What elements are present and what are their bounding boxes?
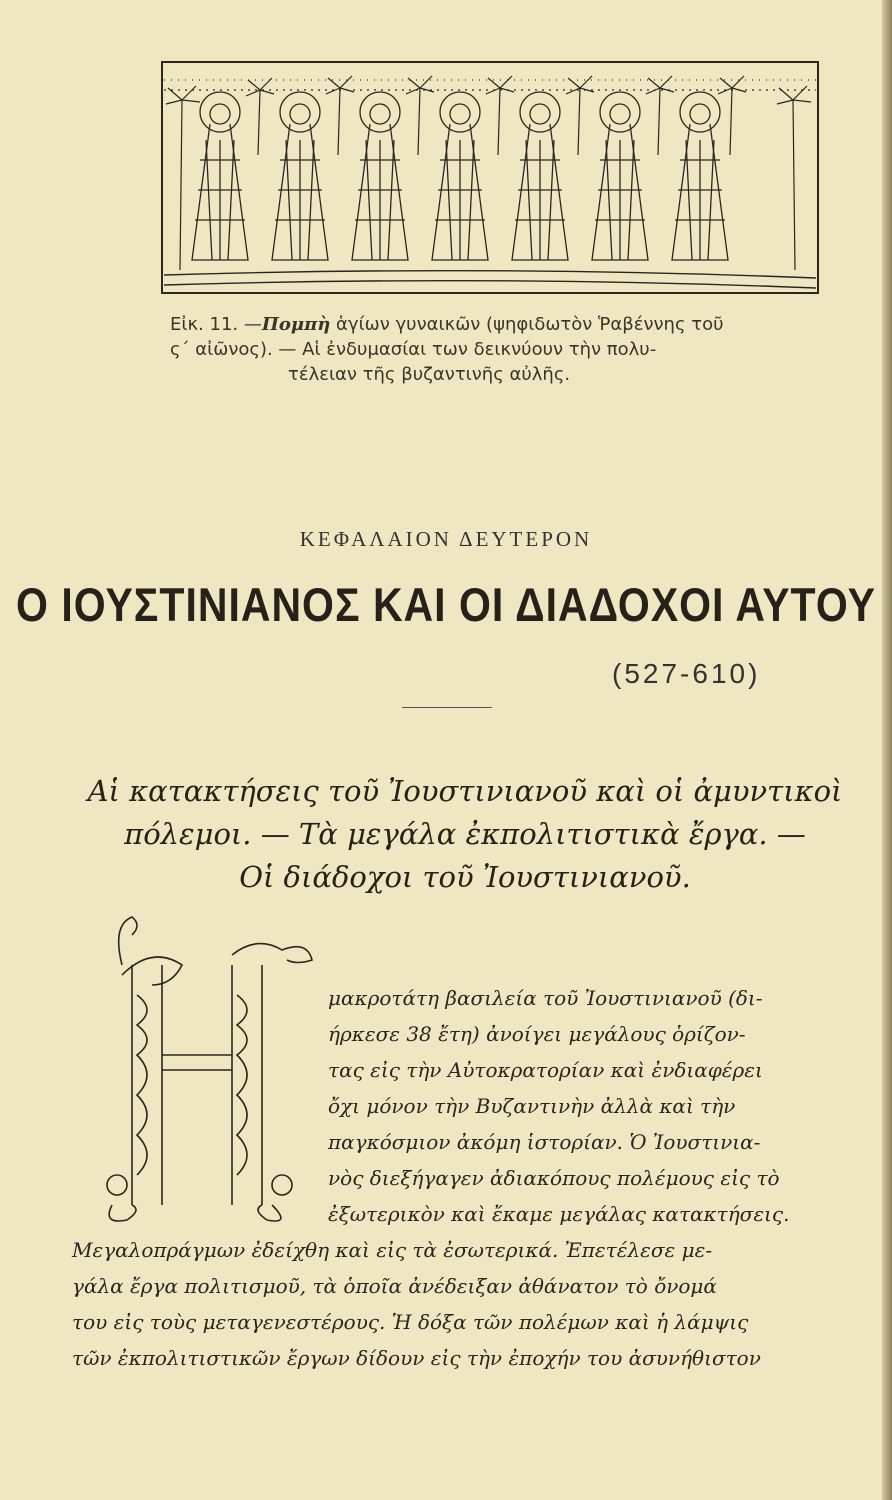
- page-edge: [882, 0, 892, 1500]
- body-line: ἐξωτερικὸν καὶ ἔκαμε μεγάλας κατακτήσεις.: [328, 1202, 790, 1226]
- caption-line3: τέλειαν τῆς βυζαντινῆς αὐλῆς.: [288, 364, 571, 385]
- divider-rule: [402, 707, 492, 708]
- body-line: μακροτάτη βασιλεία τοῦ Ἰουστινιανοῦ (δι-: [328, 986, 763, 1010]
- caption-italic: Πομπὴ: [261, 314, 331, 335]
- body-line: παγκόσμιον ἀκόμη ἱστορίαν. Ὁ Ἰουστινια-: [328, 1130, 761, 1154]
- summary-line: πόλεμοι. — Τὰ μεγάλα ἐκπολιτιστικὰ ἔργα. —: [124, 817, 806, 851]
- caption-line1-rest: ἁγίων γυναικῶν (ψηφιδωτὸν Ῥαβέννης τοῦ: [330, 314, 724, 335]
- body-line: του εἰς τοὺς μεταγενεστέρους. Ἡ δόξα τῶν πολέμων καὶ ἡ λάμψις: [72, 1310, 749, 1334]
- figure-caption: [170, 312, 810, 387]
- caption-prefix: Εἰκ. 11. —: [170, 314, 262, 335]
- summary-line: Οἱ διάδοχοι τοῦ Ἰουστινιανοῦ.: [239, 860, 691, 894]
- body-line: ὄχι μόνον τὴν Βυζαντινὴν ἀλλὰ καὶ τὴν: [328, 1094, 736, 1118]
- chapter-title: Ο ΙΟΥΣΤΙΝΙΑΝΟΣ ΚΑΙ ΟΙ ΔΙΑΔΟΧΟΙ ΑΥΤΟΥ: [16, 578, 876, 632]
- body-line: τας εἰς τὴν Αὐτοκρατορίαν καὶ ἐνδιαφέρει: [328, 1058, 763, 1082]
- chapter-years: (527-610): [612, 658, 761, 689]
- body-line: τῶν ἐκπολιτιστικῶν ἔργων δίδουν εἰς τὴν ἐποχήν του ἀσυνήθιστον: [72, 1346, 761, 1370]
- chapter-label: ΚΕΦΑΛΑΙΟΝ ΔΕΥΤΕΡΟΝ: [299, 527, 593, 551]
- body-line: ήρκεσε 38 ἔτη) ἀνοίγει μεγάλους ὁρίζον-: [328, 1022, 746, 1046]
- body-line: νὸς διεξήγαγεν ἀδιακόπους πολέμους εἰς τὸ: [328, 1166, 780, 1190]
- body-line: γάλα ἔργα πολιτισμοῦ, τὰ ὁποῖα ἀνέδειξαν ἀθάνατον τὸ ὄνομά: [72, 1274, 717, 1298]
- summary-line: Αἱ κατακτήσεις τοῦ Ἰουστινιανοῦ καὶ οἱ ἀμυντικοὶ: [87, 774, 843, 808]
- body-line: Μεγαλοπράγμων ἐδείχθη καὶ εἰς τὰ ἐσωτερικά. Ἐπετέλεσε με-: [72, 1238, 713, 1262]
- body-paragraph: [72, 980, 862, 1376]
- drop-cap-letter: Η: [188, 1106, 206, 1130]
- mosaic-illustration: [160, 60, 820, 295]
- chapter-summary: [70, 770, 860, 899]
- caption-line2: ς´ αἰῶνος). — Αἱ ἐνδυμασίαι των δεικνύουν τὴν πολυ-: [170, 339, 657, 360]
